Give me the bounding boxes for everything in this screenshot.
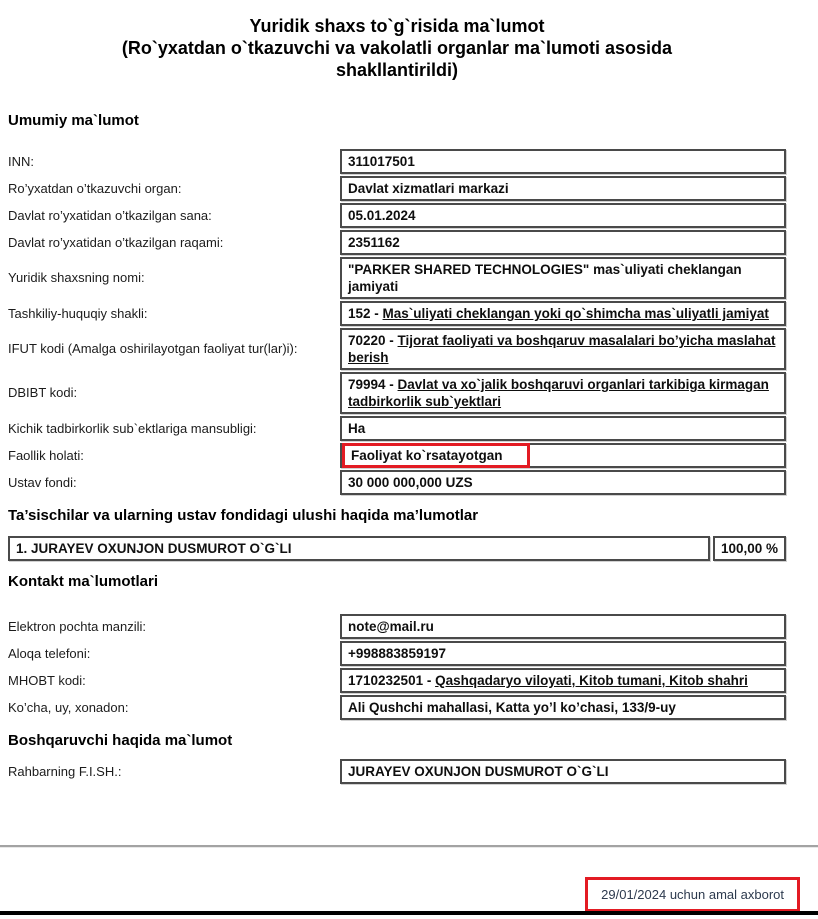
legal-form-link[interactable]: Mas`uliyati cheklangan yoki qo`shimcha mas`uliyatli jamiyat	[382, 305, 769, 321]
dbibt-code-link[interactable]: Davlat va xo`jalik boshqaruvi organlari tarkibiga kirmagan tadbirkorlik sub`yektlari	[348, 376, 769, 409]
field-value-registration-date	[340, 203, 786, 228]
field-value-entity-name	[340, 257, 786, 299]
field-row-street-address	[8, 695, 786, 720]
activity-status-red-annotation	[342, 443, 530, 468]
field-label-small-business: Kichik tadbirkorlik sub`ektlariga mansubligi:	[8, 420, 257, 436]
page-title-line1: Yuridik shaxs to`g`risida ma`lumot	[249, 16, 545, 36]
field-value-street-address	[340, 695, 786, 720]
field-value-text	[348, 376, 778, 410]
field-value-text: "PARKER SHARED TECHNOLOGIES" mas`uliyati cheklangan jamiyati	[348, 261, 742, 294]
field-value-text: JURAYEV OXUNJON DUSMUROT O`G`LI	[348, 763, 609, 779]
code-prefix: 70220 -	[348, 332, 398, 348]
footer-divider	[0, 845, 818, 848]
field-row-activity-status	[8, 443, 786, 468]
field-row-registration-organ	[8, 176, 786, 201]
field-value-small-business	[340, 416, 786, 441]
field-label-director-name: Rahbarning F.I.SH.:	[8, 763, 122, 779]
field-row-email	[8, 614, 786, 639]
field-label-street-address: Ko’cha, uy, xonadon:	[8, 699, 129, 715]
section-heading-boshqaruvchi: Boshqaruvchi haqida ma`lumot	[8, 731, 233, 749]
report-date-text: 29/01/2024 uchun amal axborot	[601, 887, 784, 902]
field-row-dbibt-code	[8, 372, 786, 414]
field-value-registration-organ	[340, 176, 786, 201]
page-title	[8, 16, 786, 82]
field-label-entity-name: Yuridik shaxsning nomi:	[8, 270, 145, 286]
field-label-mhobt-code: MHOBT kodi:	[8, 672, 86, 688]
mhobt-region-link[interactable]: Qashqadaryo viloyati, Kitob tumani, Kitob shahri	[435, 672, 748, 688]
field-label-charter-fund: Ustav fondi:	[8, 474, 77, 490]
field-label-registration-number: Davlat ro’yxatidan o’tkazilgan raqami:	[8, 234, 224, 250]
field-value-inn	[340, 149, 786, 174]
field-value-text: Davlat xizmatlari markazi	[348, 180, 509, 196]
field-value-text	[348, 305, 769, 322]
page-title-line3: shakllantirildi)	[335, 59, 459, 80]
field-value-ifut-code	[340, 328, 786, 370]
field-value-text	[348, 672, 748, 689]
field-value-phone	[340, 641, 786, 666]
field-value-text	[348, 332, 778, 366]
field-value-registration-number	[340, 230, 786, 255]
field-value-text: +998883859197	[348, 645, 446, 661]
field-value-text: 05.01.2024	[348, 207, 416, 223]
field-label-dbibt-code: DBIBT kodi:	[8, 385, 78, 401]
field-value-mhobt-code	[340, 668, 786, 693]
founder-name: 1. JURAYEV OXUNJON DUSMUROT O`G`LI	[8, 536, 710, 561]
field-value-email	[340, 614, 786, 639]
founder-share-percent: 100,00 %	[713, 536, 786, 561]
code-prefix: 152 -	[348, 305, 383, 321]
field-value-text: Ha	[348, 420, 366, 436]
field-row-ifut-code	[8, 328, 786, 370]
field-label-activity-status: Faollik holati:	[8, 447, 84, 463]
field-value-charter-fund	[340, 470, 786, 495]
field-value-activity-status	[340, 443, 786, 468]
page-bottom-bar	[0, 911, 818, 915]
page-title-line2: (Ro`yxatdan o`tkazuvchi va vakolatli organlar ma`lumoti asosida	[121, 37, 673, 58]
section-heading-founders: Ta’sischilar va ularning ustav fondidagi ulushi haqida ma’lumotlar	[8, 506, 479, 524]
code-prefix: 79994 -	[348, 376, 398, 392]
ifut-code-link[interactable]: Tijorat faoliyati va boshqaruv masalalari bo’yicha maslahat berish	[348, 332, 776, 365]
field-value-legal-form	[340, 301, 786, 326]
field-row-entity-name	[8, 257, 786, 299]
field-row-inn	[8, 149, 786, 174]
field-label-registration-date: Davlat ro’yxatidan o’tkazilgan sana:	[8, 207, 212, 223]
field-row-mhobt-code	[8, 668, 786, 693]
code-prefix: 1710232501 -	[348, 672, 436, 688]
field-value-text: 311017501	[348, 153, 415, 169]
field-value-text: Ali Qushchi mahallasi, Katta yo’l ko’chasi, 133/9-uy	[348, 699, 676, 715]
field-row-phone	[8, 641, 786, 666]
field-label-phone: Aloqa telefoni:	[8, 645, 91, 661]
field-value-text: note@mail.ru	[348, 618, 434, 634]
field-row-charter-fund	[8, 470, 786, 495]
field-value-dbibt-code	[340, 372, 786, 414]
field-label-ifut-code: IFUT kodi (Amalga oshirilayotgan faoliyat tur(lar)i):	[8, 341, 298, 357]
field-value-director-name	[340, 759, 786, 784]
field-row-small-business	[8, 416, 786, 441]
field-label-email: Elektron pochta manzili:	[8, 618, 147, 634]
field-row-director-name	[8, 759, 786, 784]
field-value-text: Faoliyat ko`rsatayotgan	[351, 447, 503, 463]
field-row-legal-form	[8, 301, 786, 326]
field-label-inn: INN:	[8, 153, 34, 169]
field-row-registration-number	[8, 230, 786, 255]
field-label-registration-organ: Ro’yxatdan o’tkazuvchi organ:	[8, 180, 182, 196]
section-heading-kontakt: Kontakt ma`lumotlari	[8, 572, 159, 590]
report-date-red-annotation	[585, 877, 800, 912]
field-value-text: 2351162	[348, 234, 400, 250]
section-heading-umumiy: Umumiy ma`lumot	[8, 111, 139, 129]
field-row-registration-date	[8, 203, 786, 228]
field-label-legal-form: Tashkiliy-huquqiy shakli:	[8, 305, 148, 321]
field-value-text: 30 000 000,000 UZS	[348, 474, 473, 490]
founder-row	[8, 536, 786, 561]
